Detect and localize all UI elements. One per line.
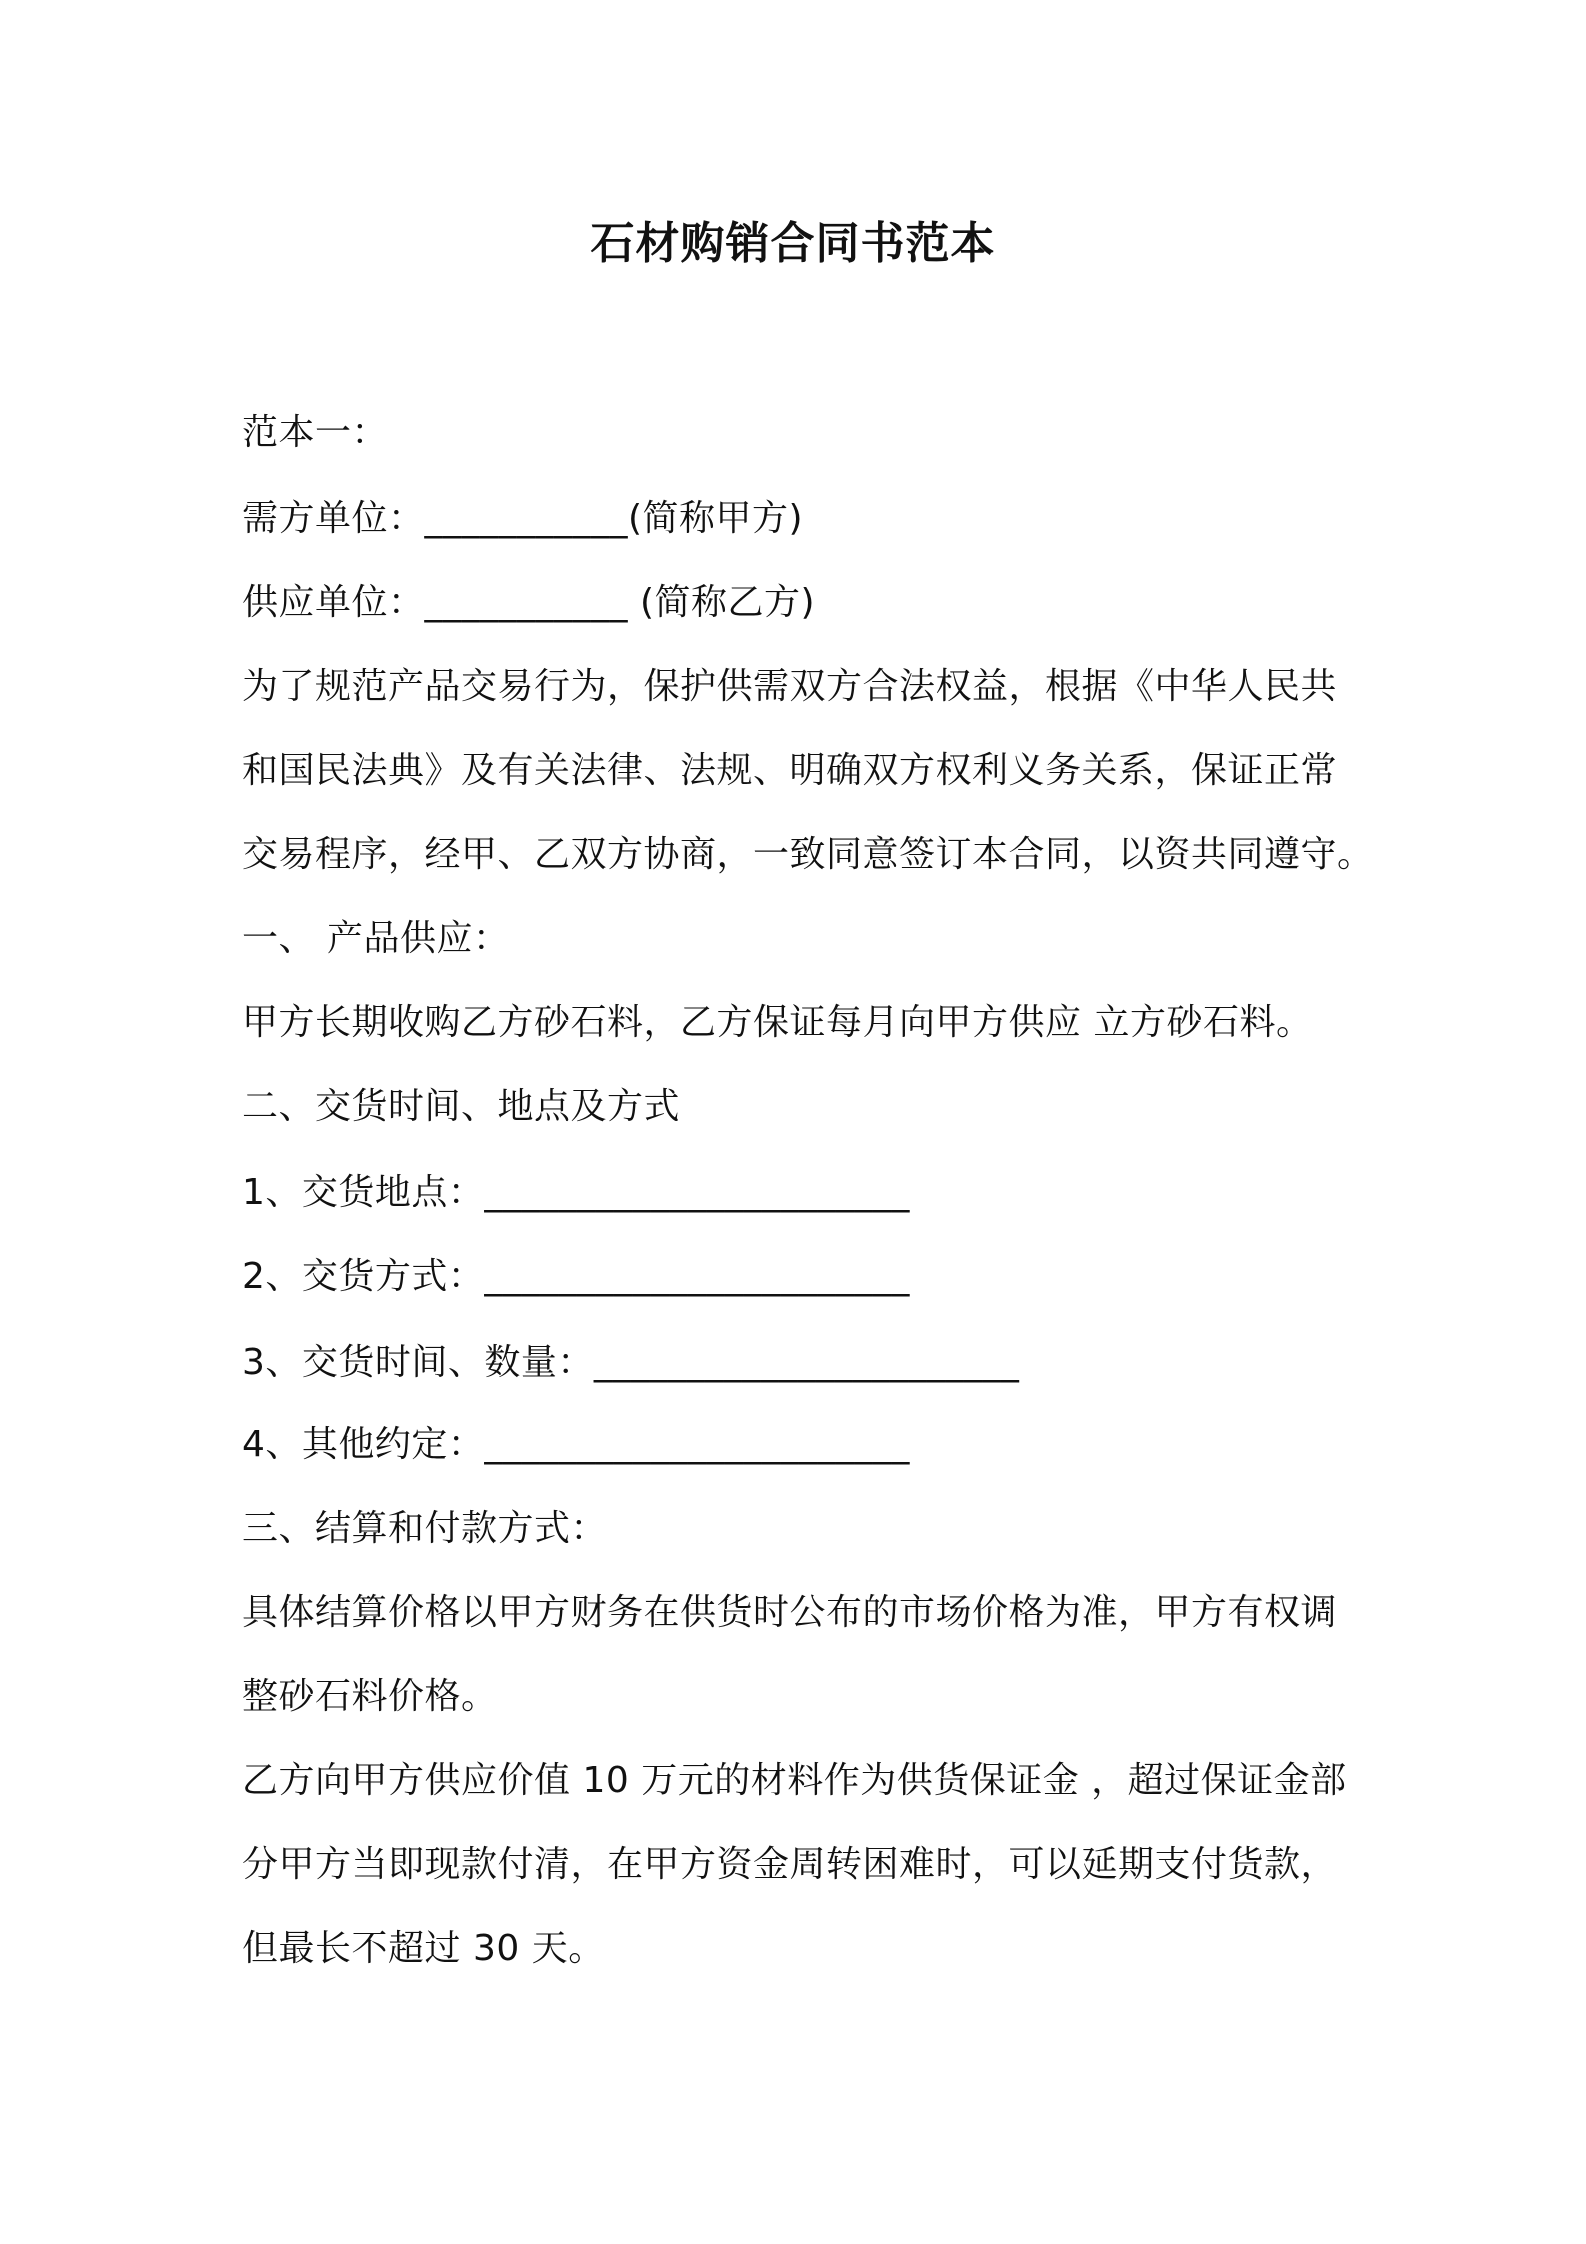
preamble-line-2: 和国民法典》及有关法律、法规、明确双方权利义务关系，保证正常 [242, 750, 1338, 791]
supplier-unit-line: 供应单位：___________ (简称乙方) [242, 582, 816, 623]
settlement-line-1: 具体结算价格以甲方财务在供货时公布的市场价格为准，甲方有权调 [242, 1592, 1338, 1633]
section-1-text: 甲方长期收购乙方砂石料，乙方保证每月向甲方供应 立方砂石料。 [242, 1002, 1313, 1043]
sample-heading: 范本一： [242, 412, 389, 453]
buyer-unit-line: 需方单位：___________(简称甲方) [242, 498, 804, 539]
delivery-time-line: 3、交货时间、数量：_______________________ [242, 1342, 1020, 1383]
deposit-line-2: 分甲方当即现款付清，在甲方资金周转困难时，可以延期支付货款， [242, 1844, 1338, 1885]
delivery-method-line: 2、交货方式：_______________________ [242, 1256, 910, 1297]
section-3-heading: 三、结算和付款方式： [242, 1508, 608, 1549]
preamble-line-3: 交易程序，经甲、乙双方协商，一致同意签订本合同，以资共同遵守。 [242, 834, 1374, 875]
deposit-line-3: 但最长不超过 30 天。 [242, 1928, 605, 1969]
other-agreement-line: 4、其他约定：_______________________ [242, 1424, 910, 1465]
document-title: 石材购销合同书范本 [590, 218, 996, 269]
section-2-heading: 二、交货时间、地点及方式 [242, 1086, 681, 1127]
settlement-line-2: 整砂石料价格。 [242, 1676, 498, 1717]
deposit-line-1: 乙方向甲方供应价值 10 万元的材料作为供货保证金 ，超过保证金部 [242, 1760, 1347, 1801]
section-1-heading: 一、 产品供应： [242, 918, 510, 959]
preamble-line-1: 为了规范产品交易行为，保护供需双方合法权益，根据《中华人民共 [242, 666, 1338, 707]
delivery-place-line: 1、交货地点：_______________________ [242, 1172, 910, 1213]
